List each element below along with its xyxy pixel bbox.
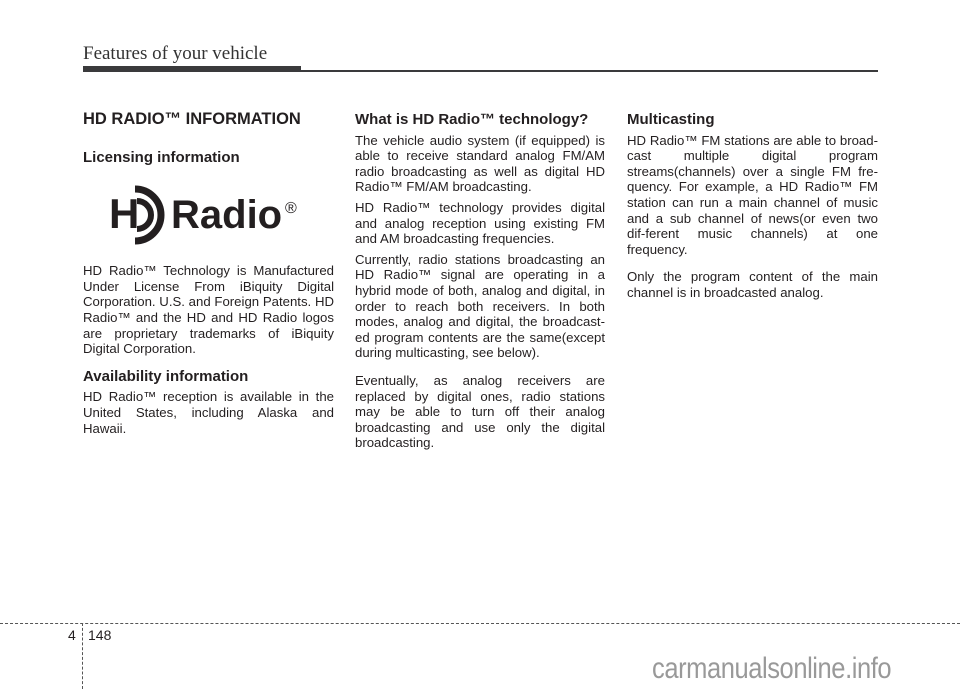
watermark: carmanualsonline.info xyxy=(652,652,892,685)
running-header: Features of your vehicle xyxy=(83,43,268,64)
footer-divider xyxy=(82,623,83,689)
page-number: 148 xyxy=(88,627,112,643)
svg-text:®: ® xyxy=(285,200,297,218)
paragraph: The vehicle audio system (if equipped) is able to receive standard analog FM/AM radio broadcasting as well as digital HD Radio™ FM/AM broadcasting. xyxy=(355,132,605,195)
hd-tech-heading: What is HD Radio™ technology? xyxy=(355,111,589,128)
availability-heading: Availability information xyxy=(83,367,249,385)
paragraph: HD Radio™ FM stations are able to broad-cast multiple digital program streams(channels) over a single FM fre-quency. For example, a HD Radio™ FM station can run a main channel of music and a sub channel of news(or even two dif-ferent music channels) at one frequency. xyxy=(627,132,878,257)
multicasting-heading: Multicasting xyxy=(627,111,715,128)
column-2 xyxy=(355,110,605,456)
chapter-number: 4 xyxy=(68,627,76,643)
paragraph: Eventually, as analog receivers are replaced by digital ones, radio stations may be able to turn off their analog broadcasting and use only the digital broadcasting. xyxy=(355,372,605,451)
header-rule xyxy=(83,70,878,72)
paragraph: Only the program content of the main channel is in broadcasted analog. xyxy=(627,269,878,300)
availability-text: HD Radio™ reception is available in the United States, including Alaska and Hawaii. xyxy=(83,389,334,436)
licensing-heading: Licensing information xyxy=(83,148,240,166)
footer-rule xyxy=(0,623,960,624)
licensing-text: HD Radio™ Technology is Manufactured Under License From iBiquity Digital Corporation. U.S. and Foreign Patents. HD Radio™ and the HD and HD Radio logos are proprietary trademarks of iBiquity Digital Corporation. xyxy=(83,263,334,357)
column-1 xyxy=(83,110,334,441)
column-3 xyxy=(627,110,878,306)
paragraph: HD Radio™ technology provides digital and analog reception using existing FM and AM broadcasting frequencies. xyxy=(355,199,605,247)
svg-text:Radio: Radio xyxy=(171,193,283,238)
section-title: HD RADIO™ INFORMATION xyxy=(83,110,301,128)
paragraph: Currently, radio stations broadcasting an HD Radio™ signal are operating in a hybrid mode of both, analog and digital, in order to reach both receivers. In both modes, analog and digital, the broadcast-ed program contents are the same(except during multicasting, see below). xyxy=(355,251,605,361)
hd-radio-logo xyxy=(109,183,334,245)
svg-text:H: H xyxy=(109,190,140,238)
